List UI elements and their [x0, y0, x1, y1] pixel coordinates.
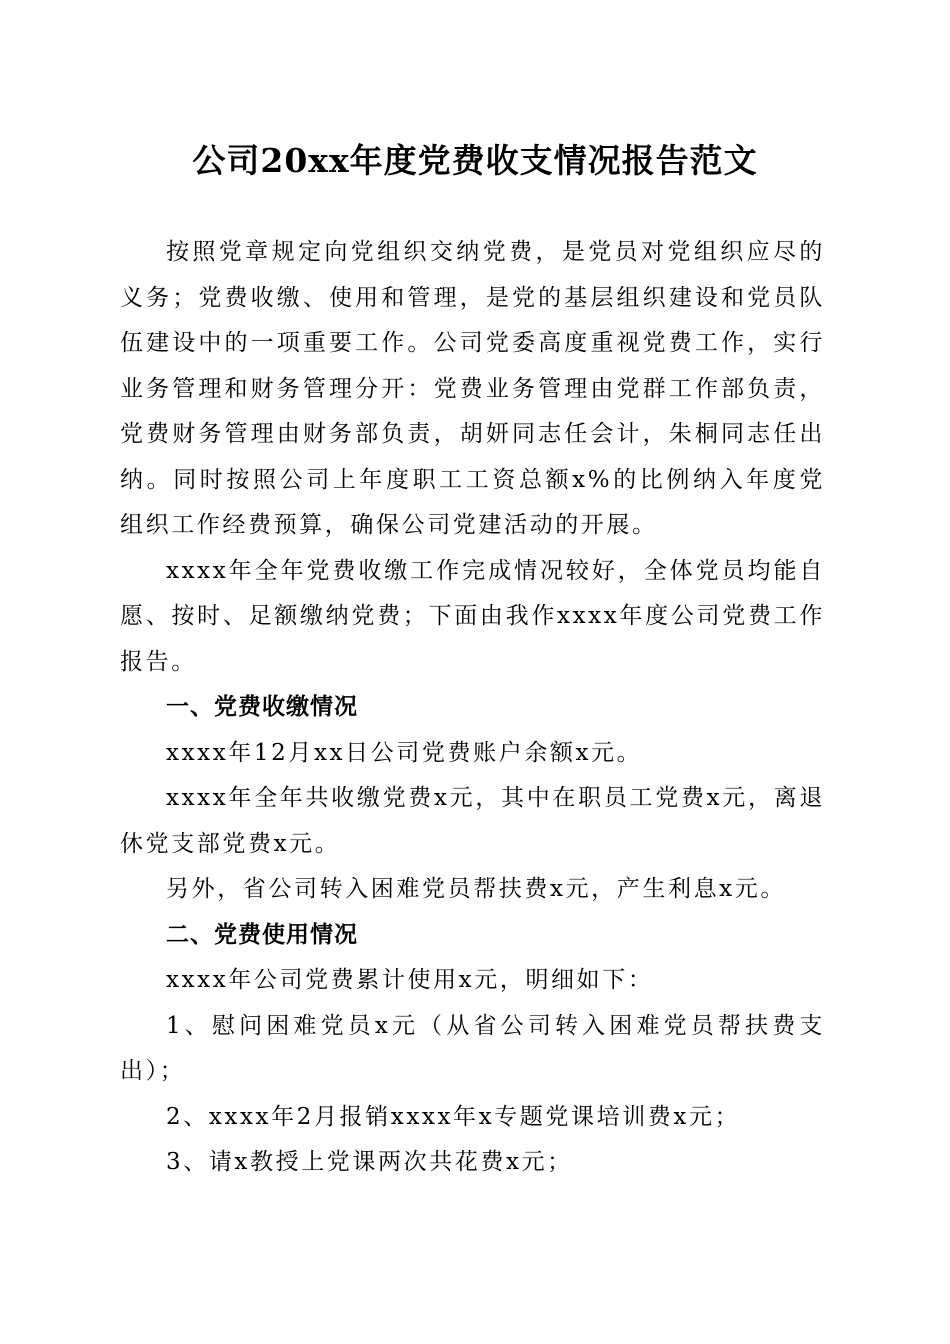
section-heading-usage: 二、党费使用情况: [166, 921, 358, 948]
section-heading-collection: 一、党费收缴情况: [166, 694, 358, 720]
document-body: [120, 230, 825, 1186]
list-item-usage-2: 2、xxxx年2月报销xxxx年x专题党课培训费x元；: [166, 1103, 741, 1130]
paragraph-intro: 按照党章规定向党组织交纳党费，是党员对党组织应尽的义务；党费收缴、使用和管理，是党的基层组织建设和党员队伍建设中的一项重要工作。公司党委高度重视党费工作，实行业务管理和财务管理分开：党费业务管理由党群工作部负责，党费财务管理由财务部负责，胡妍同志任会计，朱桐同志任出纳。同时按照公司上年度职工工资总额x%的比例纳入年度党组织工作经费预算，确保公司党建活动的开展。: [120, 239, 825, 538]
paragraph-usage-total: xxxx年公司党费累计使用x元，明细如下：: [166, 967, 654, 993]
document-title: 公司20xx年度党费收支情况报告范文: [192, 141, 758, 180]
list-item-usage-1: 1、慰问困难党员x元（从省公司转入困难党员帮扶费支出）；: [120, 1012, 825, 1084]
paragraph-summary: xxxx年全年党费收缴工作完成情况较好，全体党员均能自愿、按时、足额缴纳党费；下面由我作xxxx年度公司党费工作报告。: [120, 557, 825, 675]
paragraph-balance: xxxx年12月xx日公司党费账户余额x元。: [166, 739, 643, 766]
paragraph-collected: xxxx年全年共收缴党费x元，其中在职员工党费x元，离退休党支部党费x元。: [120, 785, 825, 857]
paragraph-transfer: 另外，省公司转入困难党员帮扶费x元，产生利息x元。: [166, 876, 786, 902]
list-item-usage-3: 3、请x教授上党课两次共花费x元；: [166, 1149, 573, 1175]
